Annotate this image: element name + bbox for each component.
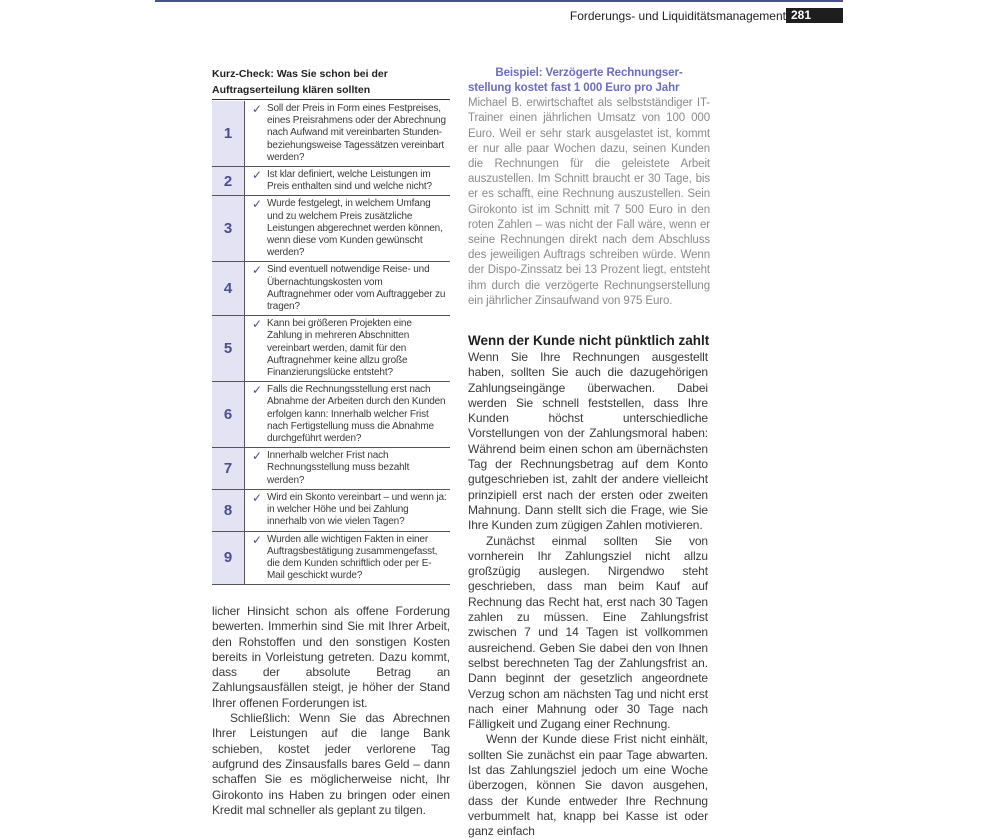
- checklist-row-number: 4: [212, 262, 245, 316]
- checkmark-icon: ✓: [252, 317, 262, 332]
- checklist-table: [212, 101, 450, 585]
- checklist-question: Wurde festgelegt, in welchem Umfang und zu welchem Preis zusätzliche Leistungen abgerechnet werden können, wenn diese vom Kunden gewünscht werden?: [267, 198, 443, 259]
- checkmark-icon: ✓: [252, 490, 262, 505]
- checklist-row-number: 1: [212, 101, 245, 167]
- example-title-line2: stellung kostet fast 1 000 Euro pro Jahr: [468, 82, 680, 94]
- section-heading: Wenn der Kunde nicht pünktlich zahlt: [468, 333, 710, 348]
- example-box: [468, 66, 710, 309]
- left-paragraph-1: licher Hinsicht schon als offene Forderung bewerten. Immerhin sind Sie mit Ihrer Arbeit, den Rohstoffen und den sonstigen Kosten bereits in Vorleistung getreten. Dazu kommt, dass der absolute Betrag an Zahlungsausfällen steigt, je höher der Stand Ihrer offenen Forderungen ist.: [212, 604, 450, 710]
- checklist-row-number: 6: [212, 382, 245, 448]
- checklist-question: Innerhalb welcher Frist nach Rechnungsstellung muss bezahlt werden?: [267, 450, 410, 486]
- checklist-row-number: 9: [212, 531, 245, 585]
- left-paragraph-2: Schließlich: Wenn Sie das Abrechnen Ihrer Leistungen auf die lange Bank schieben, kostet jeder verlorene Tag aufgrund des Zinsausfalls bares Geld – dann schaffen Sie es möglicherweise nicht, Ihr Girokonto ins Haben zu bringen oder einen Kredit mal schneller als geplant zu tilgen.: [212, 711, 450, 817]
- right-paragraph-3: Wenn der Kunde diese Frist nicht einhält, sollten Sie zunächst ein paar Tage abwarten. Ist das Zahlungsziel jedoch um eine Woche überzogen, können Sie davon ausgehen, dass der Kunde entweder Ihre Rechnung verbummelt hat, knapp bei Kasse ist oder ganz einfach: [468, 732, 708, 839]
- checkmark-icon: ✓: [252, 197, 262, 212]
- checklist-row: [212, 262, 450, 316]
- running-head-title: Forderungs- und Liquiditätsmanagement: [569, 9, 786, 23]
- checkmark-icon: ✓: [252, 102, 262, 116]
- checklist-row: [212, 167, 450, 196]
- top-rule: [155, 0, 843, 2]
- checklist-row: [212, 448, 450, 490]
- right-column-text: [468, 350, 708, 840]
- checkmark-icon: ✓: [252, 532, 262, 547]
- checklist-question: Soll der Preis in Form eines Festpreises, eines Preisrahmens oder der Abrechnung nach Aufwand mit vereinbarten Stunden- beziehungsweise Tagessätzen vereinbart werden?: [267, 103, 446, 163]
- checklist-question: Falls die Rechnungsstellung erst nach Abnahme der Arbeiten durch den Kunden erfolgen kann: Innerhalb welcher Frist nach Fertigstellung muss die Abnahme durchgeführt werden?: [267, 384, 446, 445]
- checklist-row: [212, 101, 450, 167]
- checklist-row-number: 5: [212, 316, 245, 382]
- checkmark-icon: ✓: [252, 168, 262, 183]
- checkmark-icon: ✓: [252, 383, 262, 398]
- checkmark-icon: ✓: [252, 449, 262, 464]
- example-title-line1: Beispiel: Verzögerte Rechnungser-: [495, 67, 683, 79]
- right-paragraph-2: Zunächst einmal sollten Sie von vornherein Ihr Zahlungsziel nicht allzu großzügig auslegen. Nirgendwo steht geschrieben, dass man beim Kauf auf Rechnung das Recht hat, erst nach 30 Tagen zahlen zu müssen. Eine Zahlungsfrist zwischen 7 und 14 Tagen ist vollkommen ausreichend. Geben Sie dabei den von Ihnen selbst berechneten Tag der Zahlungsfrist an. Dann beginnt der gesetzlich angeordnete Verzug schon am nächsten Tag und nicht erst nach einer Mahnung oder 30 Tage nach Fälligkeit und Zugang einer Rechnung.: [468, 533, 708, 732]
- example-body: Michael B. erwirtschaftet als selbstständiger IT-Trainer einen jährlichen Umsatz von 100 000 Euro. Weil er sehr stark ausgelastet ist, kommt er nur alle paar Wochen dazu, seinen Kunden die Rechnungen für die geleistete Arbeit auszustellen. Im Schnitt braucht er 30 Tage, bis er es schafft, eine Rechnung auszustellen. Sein Girokonto ist im Schnitt mit 7 500 Euro in den roten Zahlen – was nicht der Fall wäre, wenn er seine Rechnungen direkt nach dem Abschluss des jeweiligen Auftrags schreiben würde. Wenn der Dispo-Zinssatz bei 13 Prozent liegt, entsteht ihm durch die verzögerte Rechnungserstellung ein jährlicher Zinsaufwand von 975 Euro.: [468, 97, 710, 307]
- page-number: 281: [786, 8, 843, 23]
- checklist-row: [212, 316, 450, 382]
- checklist-question: Kann bei größeren Projekten eine Zahlung in mehreren Abschnitten vereinbart werden, damit für den Auftragnehmer keine allzu große Finanzierungslücke entsteht?: [267, 318, 412, 379]
- checklist-row-number: 7: [212, 448, 245, 490]
- checklist-question: Ist klar definiert, welche Leistungen im Preis enthalten sind und welche nicht?: [267, 169, 432, 193]
- checklist-row: [212, 196, 450, 262]
- checklist-row-number: 2: [212, 167, 245, 196]
- checklist-question: Sind eventuell notwendige Reise- und Übernachtungskosten vom Auftragnehmer oder vom Auftraggeber zu tragen?: [267, 264, 446, 313]
- checklist-row: [212, 531, 450, 585]
- checklist-question: Wurden alle wichtigen Fakten in einer Auftragsbestätigung zusammengefasst, die dem Kunden schriftlich oder per E-Mail geschickt wurde?: [267, 533, 438, 582]
- checklist-row-number: 3: [212, 196, 245, 262]
- checklist-row: [212, 382, 450, 448]
- left-column-text: [212, 604, 450, 818]
- checkmark-icon: ✓: [252, 263, 262, 278]
- checklist-question: Wird ein Skonto vereinbart – und wenn ja: in welcher Höhe und bei Zahlung innerhalb von wie vielen Tagen?: [267, 491, 447, 528]
- checklist-row-number: 8: [212, 489, 245, 531]
- right-paragraph-1: Wenn Sie Ihre Rechnungen ausgestellt haben, sollten Sie auch die dazugehörigen Zahlungseingänge überwachen. Dabei werden Sie schnell feststellen, dass Ihre Kunden höchst unterschiedliche Vorstellungen von der Zahlungsmoral haben: Während beim einen schon am übernächsten Tag der Rechnungsbetrag auf dem Konto gutgeschrieben ist, zahlt der andere vielleicht prinzipiell erst nach der ersten oder zweiten Mahnung. Dann stellt sich die Frage, wie Sie Ihre Kunden zum zügigen Zahlen motivieren.: [468, 350, 708, 533]
- checklist-title: Kurz-Check: Was Sie schon bei der Auftragserteilung klären sollten: [212, 66, 450, 100]
- checklist-row: [212, 489, 450, 531]
